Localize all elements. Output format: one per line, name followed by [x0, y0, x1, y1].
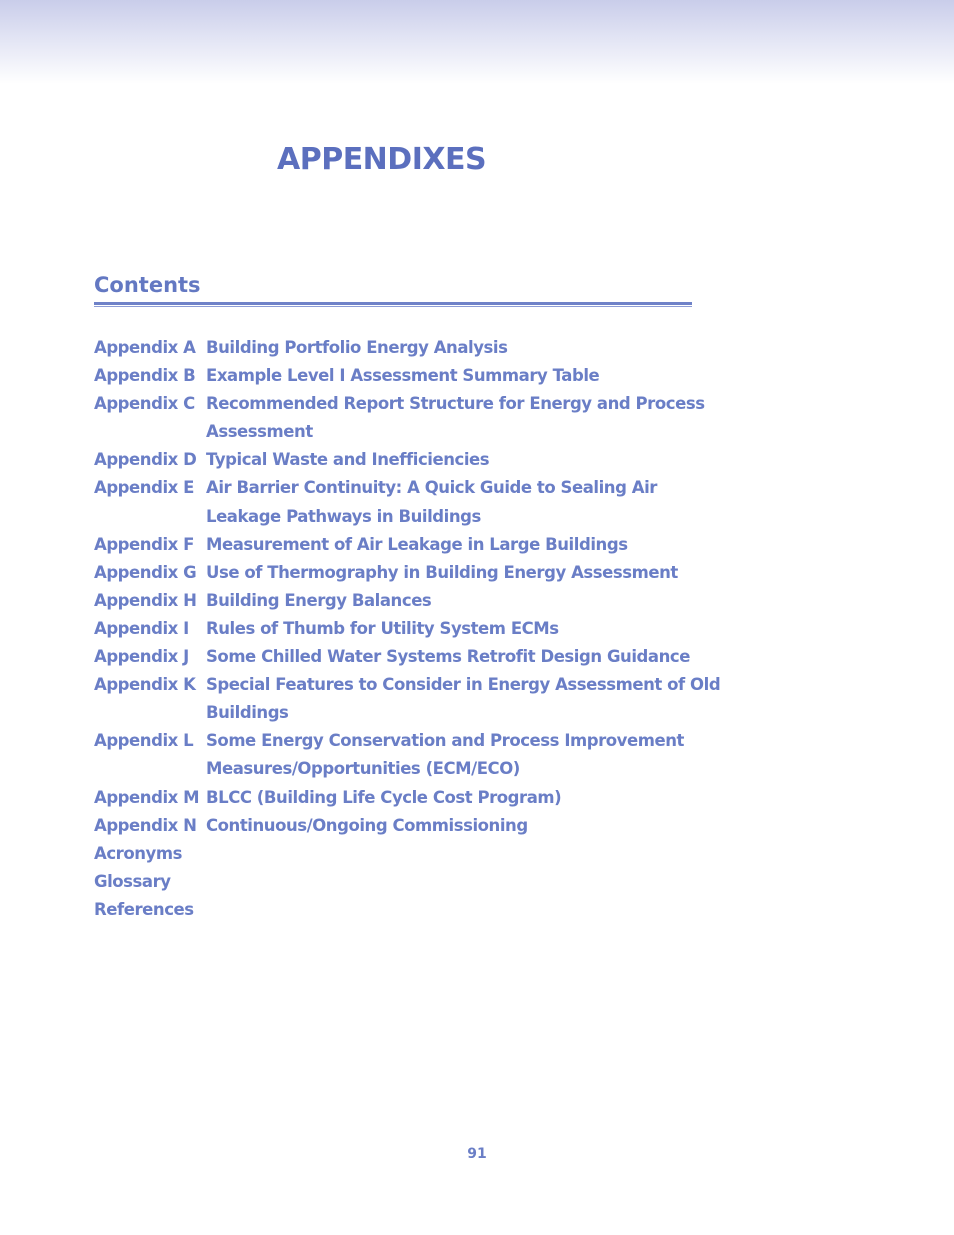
toc-entry[interactable] [94, 334, 694, 362]
toc-entry[interactable] [94, 727, 694, 783]
toc-entry-title-line: Special Features to Consider in Energy Assessment of Old [206, 675, 721, 695]
toc-entry-label: Appendix D [94, 450, 197, 470]
toc-entry-label: Appendix I [94, 618, 189, 638]
toc-entry-title [206, 868, 694, 896]
toc-entry[interactable] [94, 559, 694, 587]
table-of-contents [94, 334, 721, 924]
toc-entry[interactable] [94, 587, 694, 615]
toc-entry-label: Appendix H [94, 590, 197, 610]
toc-entry-label: Appendix K [94, 675, 196, 695]
toc-entry-title-line: Continuous/Ongoing Commissioning [206, 815, 528, 835]
toc-entry[interactable] [94, 671, 721, 727]
toc-entry-title [206, 362, 694, 390]
toc-entry-title-line: Recommended Report Structure for Energy and Process [206, 394, 705, 414]
toc-entry-title [206, 390, 705, 446]
toc-entry-title [206, 643, 694, 671]
contents-divider-thin [94, 306, 692, 307]
toc-entry[interactable] [94, 446, 694, 474]
toc-entry-title [206, 840, 694, 868]
toc-entry-label: Appendix B [94, 366, 196, 386]
toc-entry[interactable] [94, 812, 694, 840]
toc-entry[interactable] [94, 615, 694, 643]
toc-entry-label: Appendix G [94, 562, 197, 582]
page-number: 91 [467, 1146, 487, 1162]
toc-entry-title-line: Typical Waste and Inefficiencies [206, 450, 490, 470]
toc-entry-title-line: Some Energy Conservation and Process Improvement [206, 731, 684, 751]
toc-entry-title [206, 474, 694, 530]
toc-entry[interactable] [94, 643, 694, 671]
toc-entry[interactable] [94, 362, 694, 390]
toc-entry-title [206, 446, 694, 474]
toc-entry-title-line: Building Energy Balances [206, 590, 432, 610]
contents-heading: Contents [94, 273, 201, 297]
toc-entry-label: Appendix A [94, 338, 196, 357]
toc-entry-title-line: Measurement of Air Leakage in Large Buildings [206, 534, 628, 554]
toc-entry-label: Appendix J [94, 647, 189, 667]
toc-entry-title-line: Air Barrier Continuity: A Quick Guide to Sealing Air [206, 478, 657, 498]
toc-entry-title [206, 559, 694, 587]
header-gradient-band [0, 0, 954, 84]
toc-entry-label: Appendix E [94, 478, 194, 498]
contents-divider [94, 302, 692, 305]
toc-entry-title-line: Leakage Pathways in Buildings [206, 506, 481, 526]
toc-entry[interactable] [94, 390, 705, 446]
toc-entry[interactable] [94, 868, 694, 896]
toc-entry-title [206, 671, 720, 727]
toc-entry-label: Appendix N [94, 815, 197, 835]
toc-entry-title [206, 727, 694, 783]
toc-entry-title-line: Assessment [206, 422, 313, 442]
toc-entry-label: Appendix C [94, 394, 195, 414]
toc-entry-label: Appendix F [94, 534, 194, 554]
toc-entry-title [206, 615, 694, 643]
toc-entry-title-line: Measures/Opportunities (ECM/ECO) [206, 759, 520, 779]
toc-entry-title-line: Building Portfolio Energy Analysis [206, 338, 508, 357]
toc-entry-title-line: Use of Thermography in Building Energy Assessment [206, 562, 678, 582]
toc-entry[interactable] [94, 531, 694, 559]
toc-entry-label: Appendix L [94, 731, 194, 751]
toc-entry[interactable] [94, 896, 694, 924]
toc-entry-label: Acronyms [94, 843, 182, 863]
toc-entry[interactable] [94, 840, 694, 868]
toc-entry-title [206, 784, 694, 812]
toc-entry-title-line: Example Level I Assessment Summary Table [206, 366, 600, 386]
page-title: APPENDIXES [277, 142, 487, 177]
toc-entry-title-line: BLCC (Building Life Cycle Cost Program) [206, 787, 562, 807]
toc-entry-label: Appendix M [94, 787, 200, 807]
toc-entry[interactable] [94, 474, 694, 530]
toc-entry-title [206, 334, 694, 362]
toc-entry-title-line: Buildings [206, 703, 289, 723]
toc-entry-title-line: Some Chilled Water Systems Retrofit Design Guidance [206, 647, 690, 667]
toc-entry-title [206, 812, 694, 840]
toc-entry[interactable] [94, 784, 694, 812]
toc-entry-label: Glossary [94, 871, 171, 891]
toc-entry-label: References [94, 899, 194, 919]
toc-entry-title [206, 587, 694, 615]
toc-entry-title [206, 896, 694, 924]
toc-entry-title [206, 531, 694, 559]
toc-entry-title-line: Rules of Thumb for Utility System ECMs [206, 618, 559, 638]
